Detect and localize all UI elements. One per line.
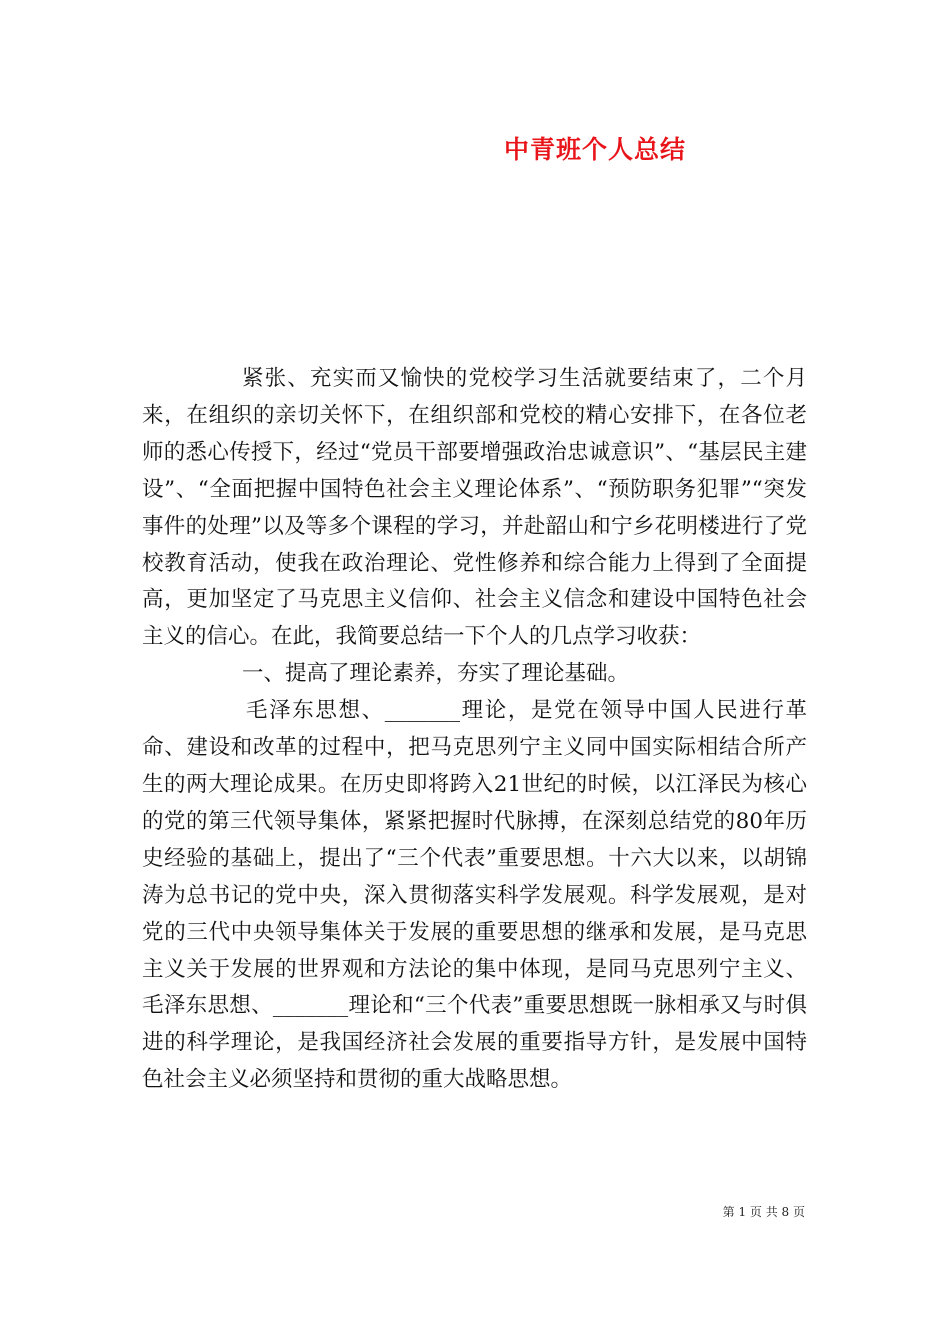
intro-paragraph: 紧张、充实而又愉快的党校学习生活就要结束了，二个月来，在组织的亲切关怀下，在组织部和党校的精心安排下，在各位老师的悉心传授下，经过“党员干部要增强政治忠诚意识”、“基层民主建设”、“全面把握中国特色社会主义理论体系”、“预防职务犯罪”“突发事件的处理”以及等多个课程的学习，并赴韶山和宁乡花明楼进行了党校教育活动，使我在政治理论、党性修养和综合能力上得到了全面提高，更加坚定了马克思主义信仰、社会主义信念和建设中国特色社会主义的信心。在此，我简要总结一下个人的几点学习收获： — [142, 366, 807, 650]
theory-paragraph: 毛泽东思想、_______理论，是党在领导中国人民进行革命、建设和改革的过程中，把马克思列宁主义同中国实际相结合所产生的两大理论成果。在历史即将跨入21世纪的时候，以江泽民为核心的党的第三代领导集体，紧紧把握时代脉搏，在深刻总结党的80年历史经验的基础上，提出了“三个代表”重要思想。十六大以来，以胡锦涛为总书记的党中央，深入贯彻落实科学发展观。科学发展观，是对党的三代中央领导集体关于发展的重要思想的继承和发展，是马克思主义关于发展的世界观和方法论的集中体现，是同马克思列宁主义、毛泽东思想、_______理论和“三个代表”重要思想既一脉相承又与时俱进的科学理论，是我国经济社会发展的重要指导方针，是发展中国特色社会主义必须坚持和贯彻的重大战略思想。 — [142, 698, 807, 1093]
document-body — [142, 361, 807, 1099]
document-title: 中青班个人总结 — [503, 135, 686, 164]
page-number: 第 1 页 共 8 页 — [722, 1205, 805, 1219]
section-heading: 一、提高了理论素养，夯实了理论基础。 — [242, 661, 630, 687]
